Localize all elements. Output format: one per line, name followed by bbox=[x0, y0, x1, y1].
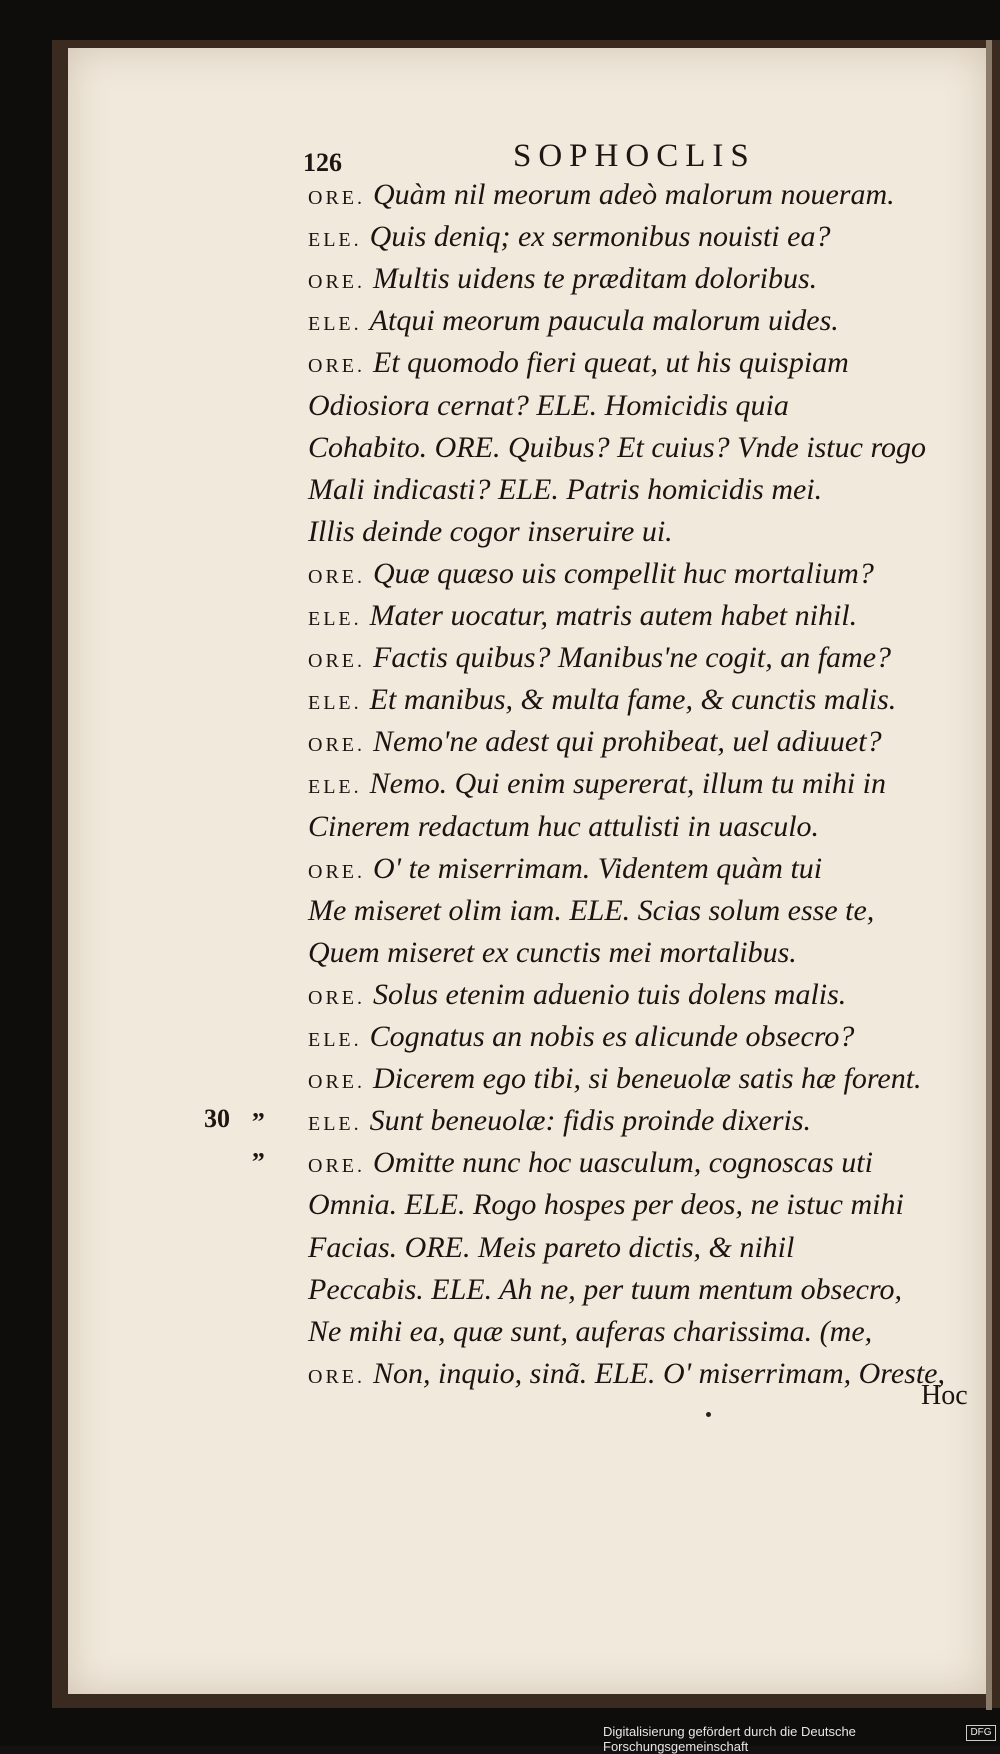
verse-line bbox=[308, 894, 874, 928]
speaker-label: ELE. bbox=[308, 608, 362, 630]
line-text: Peccabis. ELE. Ah ne, per tuum mentum obsecro, bbox=[308, 1272, 903, 1306]
line-text: Non, inquio, sinã. ELE. O' miserrimam, Oreste, bbox=[373, 1356, 945, 1390]
line-text: Factis quibus? Manibus'ne cogit, an fame? bbox=[373, 641, 892, 675]
line-text: Omitte nunc hoc uasculum, cognoscas uti bbox=[373, 1146, 873, 1180]
speaker-label: ORE. bbox=[308, 734, 365, 757]
verse-line bbox=[308, 852, 822, 889]
line-text: Et manibus, & multa fame, & cunctis malis. bbox=[369, 683, 897, 717]
page-edge bbox=[986, 40, 992, 1710]
margin-line-number: 30 bbox=[204, 1104, 230, 1133]
verse-line bbox=[308, 1357, 945, 1394]
verse-line bbox=[308, 473, 822, 507]
verse-line bbox=[308, 389, 789, 423]
page-number: 126 bbox=[303, 148, 342, 177]
verse-line bbox=[308, 557, 874, 594]
verse-line bbox=[308, 725, 882, 762]
verse-line bbox=[308, 1231, 794, 1265]
speaker-label: ORE. bbox=[308, 355, 365, 378]
speaker-label: ELE. bbox=[308, 229, 362, 252]
book-page bbox=[68, 48, 986, 1694]
speaker-label: ELE. bbox=[308, 692, 362, 715]
line-text: Quàm nil meorum adeò malorum noueram. bbox=[373, 178, 895, 211]
verse-line bbox=[308, 346, 849, 383]
line-text: Nemo. Qui enim supererat, illum tu mihi in bbox=[369, 767, 887, 801]
speaker-label: ORE. bbox=[308, 1365, 365, 1388]
line-text: Et quomodo fieri queat, ut his quispiam bbox=[373, 346, 849, 380]
verse-line bbox=[308, 641, 891, 678]
verse-line bbox=[308, 1104, 811, 1141]
speaker-label: ORE. bbox=[308, 187, 365, 209]
margin-quote-mark: „ bbox=[252, 1134, 265, 1163]
verse-line bbox=[308, 1062, 922, 1099]
margin-quote-mark: „ bbox=[252, 1094, 265, 1123]
verse-line bbox=[308, 1315, 872, 1349]
speaker-label: ORE. bbox=[308, 565, 365, 588]
speaker-label: ELE. bbox=[308, 1113, 362, 1136]
line-text: Atqui meorum paucula malorum uides. bbox=[369, 304, 839, 338]
line-text: Cinerem redactum huc attulisti in uasculo. bbox=[308, 809, 820, 843]
verse-line bbox=[308, 220, 830, 257]
speaker-label: ORE. bbox=[308, 986, 365, 1009]
verse-line bbox=[308, 810, 819, 844]
verse-line bbox=[308, 515, 673, 549]
line-text: Facias. ORE. Meis pareto dictis, & nihil bbox=[308, 1230, 795, 1264]
running-head: SOPHOCLIS bbox=[513, 138, 756, 174]
dfg-logo: DFG bbox=[966, 1725, 996, 1741]
speaker-label: ORE. bbox=[308, 860, 365, 883]
line-text: Solus etenim aduenio tuis dolens malis. bbox=[373, 977, 847, 1011]
line-text: O' te miserrimam. Videntem quàm tui bbox=[373, 851, 823, 885]
catchword: Hoc bbox=[921, 1380, 968, 1411]
verse-line bbox=[308, 767, 886, 804]
speaker-label: ORE. bbox=[308, 1071, 365, 1094]
line-text: Dicerem ego tibi, si beneuolæ satis hæ forent. bbox=[373, 1062, 922, 1096]
verse-line bbox=[308, 936, 797, 970]
verse-line bbox=[308, 599, 857, 636]
line-text: Nemo'ne adest qui prohibeat, uel adiuuet? bbox=[373, 725, 882, 759]
verse-line bbox=[308, 262, 817, 299]
verse-line bbox=[308, 178, 895, 215]
line-text: Sunt beneuolæ: fidis proinde dixeris. bbox=[369, 1104, 811, 1138]
verse-line bbox=[308, 431, 926, 465]
line-text: Multis uidens te præditam doloribus. bbox=[373, 262, 818, 296]
verse-line bbox=[308, 304, 839, 341]
line-text: Cohabito. ORE. Quibus? Et cuius? Vnde istuc rogo bbox=[308, 430, 927, 464]
digitization-credit: Digitalisierung gefördert durch die Deutsche Forschungsgemeinschaft bbox=[603, 1724, 856, 1754]
line-text: Ne mihi ea, quæ sunt, auferas charissima. (me, bbox=[308, 1314, 873, 1348]
verse-line bbox=[308, 1188, 904, 1222]
ink-dot bbox=[706, 1412, 711, 1417]
line-text: Mali indicasti? ELE. Patris homicidis mei. bbox=[308, 472, 823, 506]
line-text: Quem miseret ex cunctis mei mortalibus. bbox=[308, 935, 797, 969]
verse-line bbox=[308, 978, 846, 1015]
verse-line bbox=[308, 683, 896, 720]
speaker-label: ELE. bbox=[308, 1029, 362, 1051]
verse-line bbox=[308, 1273, 902, 1307]
line-text: Omnia. ELE. Rogo hospes per deos, ne istuc mihi bbox=[308, 1188, 904, 1222]
line-text: Illis deinde cogor inseruire ui. bbox=[308, 514, 673, 548]
line-text: Me miseret olim iam. ELE. Scias solum esse te, bbox=[308, 893, 875, 927]
line-text: Quæ quæso uis compellit huc mortalium? bbox=[373, 556, 874, 590]
speaker-label: ELE. bbox=[308, 776, 362, 799]
verse-line bbox=[308, 1020, 854, 1057]
verse-line bbox=[308, 1146, 873, 1183]
line-text: Odiosiora cernat? ELE. Homicidis quia bbox=[308, 388, 789, 422]
speaker-label: ORE. bbox=[308, 650, 365, 673]
speaker-label: ELE. bbox=[308, 313, 362, 336]
line-text: Quis deniq; ex sermonibus nouisti ea? bbox=[369, 220, 831, 254]
speaker-label: ORE. bbox=[308, 271, 365, 294]
line-text: Mater uocatur, matris autem habet nihil. bbox=[369, 599, 858, 632]
speaker-label: ORE. bbox=[308, 1155, 365, 1178]
line-text: Cognatus an nobis es alicunde obsecro? bbox=[369, 1020, 855, 1053]
